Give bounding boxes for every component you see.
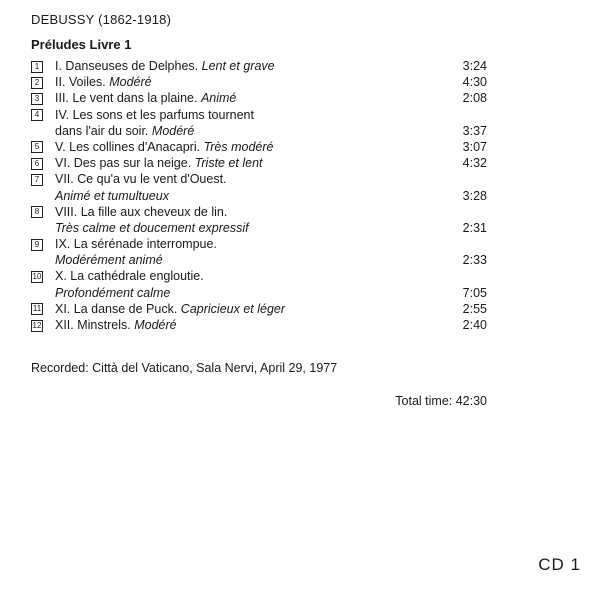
track-duration: 3:07 xyxy=(462,139,487,154)
track-duration: 7:05 xyxy=(462,285,487,300)
track-title: XII. Minstrels. xyxy=(55,318,131,332)
track-title: IX. La sérénade interrompue. xyxy=(55,237,217,252)
track-duration: 2:33 xyxy=(462,253,487,268)
track-row xyxy=(31,58,487,74)
track-duration: 2:40 xyxy=(462,318,487,332)
track-tempo: Modérément animé xyxy=(55,253,163,268)
track-title: XI. La danse de Puck. xyxy=(55,301,178,316)
track-number-box: 9 xyxy=(31,239,43,251)
track-title-line2: dans l'air du soir. xyxy=(55,123,149,138)
track-row-continuation xyxy=(31,123,487,139)
track-duration: 4:32 xyxy=(462,156,487,171)
track-number-box: 8 xyxy=(31,206,43,218)
track-title: III. Le vent dans la plaine. xyxy=(55,91,198,106)
track-duration: 4:30 xyxy=(462,75,487,90)
track-tempo: Modéré xyxy=(151,123,195,138)
track-number-box: 7 xyxy=(31,174,43,186)
track-row xyxy=(31,236,487,252)
track-tempo: Capricieux et léger xyxy=(180,301,286,316)
track-number-box: 3 xyxy=(31,93,43,105)
track-number-box: 11 xyxy=(32,304,42,314)
track-tempo: Profondément calme xyxy=(55,285,171,300)
track-title: VII. Ce qu'a vu le vent d'Ouest. xyxy=(55,172,227,187)
recording-info: Recorded: Città del Vaticano, Sala Nervi, April 29, 1977 xyxy=(31,361,338,375)
track-title: II. Voiles. xyxy=(55,75,106,90)
track-row xyxy=(31,155,487,171)
track-title: X. La cathédrale engloutie. xyxy=(55,269,204,284)
track-row xyxy=(31,74,487,90)
track-row xyxy=(31,204,487,220)
track-title: VIII. La fille aux cheveux de lin. xyxy=(55,204,228,219)
track-row xyxy=(31,317,487,333)
track-duration: 2:31 xyxy=(462,220,487,235)
track-number-box: 6 xyxy=(31,158,43,170)
track-tempo: Très calme et doucement expressif xyxy=(55,220,249,235)
track-row xyxy=(31,107,487,123)
track-list xyxy=(31,58,487,333)
track-row-continuation xyxy=(31,252,487,268)
track-tempo: Très modéré xyxy=(203,139,274,154)
track-duration: 3:37 xyxy=(462,123,487,138)
composer-heading: DEBUSSY (1862-1918) xyxy=(31,12,172,27)
track-row xyxy=(31,90,487,106)
track-tempo: Lent et grave xyxy=(201,59,275,73)
track-row-continuation xyxy=(31,285,487,301)
track-number-box: 5 xyxy=(31,141,43,153)
track-number-box: 10 xyxy=(32,271,42,281)
track-number-box: 1 xyxy=(31,61,43,73)
track-duration: 3:24 xyxy=(462,59,487,73)
disc-label: CD 1 xyxy=(538,555,581,574)
total-time: Total time: 42:30 xyxy=(395,394,487,408)
work-title: Préludes Livre 1 xyxy=(31,37,132,52)
track-row-continuation xyxy=(31,220,487,236)
track-tempo: Animé et tumultueux xyxy=(55,188,169,203)
track-tempo: Triste et lent xyxy=(194,156,263,171)
track-title: VI. Des pas sur la neige. xyxy=(55,156,192,171)
track-title: V. Les collines d'Anacapri. xyxy=(55,139,201,154)
track-number-box: 4 xyxy=(31,109,43,121)
track-row xyxy=(31,139,487,155)
track-row xyxy=(31,301,487,317)
track-row xyxy=(31,171,487,187)
track-duration: 3:28 xyxy=(462,188,487,203)
track-row xyxy=(31,268,487,284)
track-row-continuation xyxy=(31,188,487,204)
track-title: IV. Les sons et les parfums tournent xyxy=(55,107,254,122)
track-duration: 2:55 xyxy=(462,301,487,316)
track-tempo: Animé xyxy=(200,91,237,106)
track-tempo: Modéré xyxy=(109,75,152,90)
track-number-box: 12 xyxy=(32,320,42,330)
track-title: I. Danseuses de Delphes. xyxy=(55,59,199,73)
track-duration: 2:08 xyxy=(462,91,487,106)
track-tempo: Modéré xyxy=(134,318,177,332)
track-number-box: 2 xyxy=(31,77,43,89)
